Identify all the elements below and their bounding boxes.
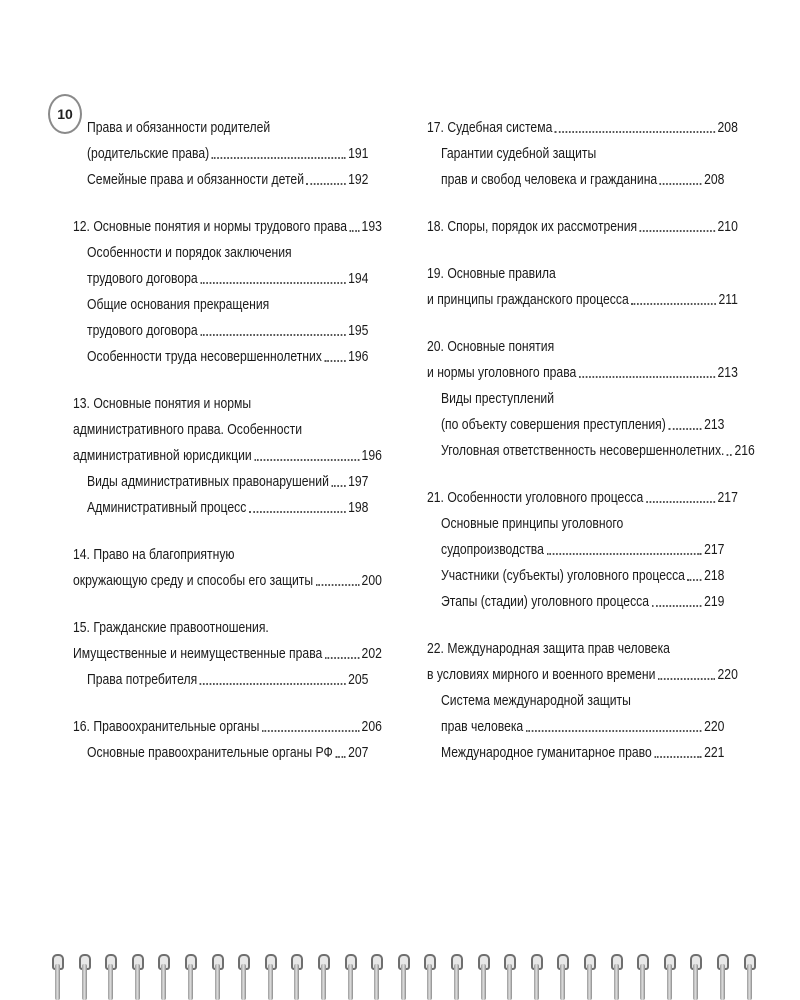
toc-subentry[interactable]: [87, 167, 368, 193]
toc-section: [427, 334, 755, 464]
binding-ring-icon: [637, 954, 647, 1000]
binding-ring-icon: [158, 954, 168, 1000]
spiral-binding: [0, 948, 800, 1000]
toc-entry-title: Права потребителя: [87, 672, 198, 688]
toc-page-number: 208: [717, 120, 738, 136]
toc-entry-title: 17. Судебная система: [427, 120, 553, 136]
toc-section: [427, 485, 738, 615]
toc-entry-title: 20. Основные понятия: [427, 339, 555, 355]
dot-leader: [579, 376, 715, 378]
toc-entry-title: Виды административных правонарушений: [87, 474, 329, 490]
toc-entry-title: 21. Особенности уголовного процесса: [427, 490, 644, 506]
toc-entry-title: (по объекту совершения преступления): [441, 417, 666, 433]
toc-entry-title: Имущественные и неимущественные права: [73, 646, 323, 662]
toc-page-number: 198: [348, 500, 369, 516]
toc-subentry[interactable]: [87, 740, 368, 766]
toc-entry[interactable]: [73, 568, 382, 594]
binding-ring-icon: [185, 954, 195, 1000]
binding-ring-icon: [584, 954, 594, 1000]
toc-entry-title: Основные правоохранительные органы РФ: [87, 745, 333, 761]
binding-ring-icon: [611, 954, 621, 1000]
dot-leader: [249, 511, 346, 513]
toc-section: [427, 115, 738, 193]
dot-leader: [324, 360, 345, 362]
toc-subentries: [427, 386, 755, 464]
dot-leader: [200, 282, 345, 284]
dot-leader: [262, 730, 359, 732]
toc-entry[interactable]: [427, 261, 738, 287]
toc-entry-title: Семейные права и обязанности детей: [87, 172, 305, 188]
toc-entry-title: Особенности и порядок заключения: [87, 245, 292, 261]
toc-subentry[interactable]: [441, 563, 724, 589]
toc-right-column: [427, 115, 755, 787]
toc-entry[interactable]: [427, 662, 738, 688]
toc-entry-title: окружающую среду и способы его защиты: [73, 573, 314, 589]
dot-leader: [652, 605, 702, 607]
toc-subentry[interactable]: [441, 740, 724, 766]
binding-ring-icon: [52, 954, 62, 1000]
toc-entry[interactable]: [427, 360, 738, 386]
binding-ring-icon: [79, 954, 89, 1000]
toc-subentries: [73, 740, 382, 766]
dot-leader: [646, 501, 715, 503]
toc-page-number: 205: [348, 672, 369, 688]
toc-page-number: 221: [704, 745, 725, 761]
binding-ring-icon: [664, 954, 674, 1000]
toc-entry-title: 14. Право на благоприятную: [73, 547, 235, 563]
toc-entry-title: 18. Споры, порядок их рассмотрения: [427, 219, 638, 235]
toc-page-number: 202: [361, 646, 382, 662]
toc-entry[interactable]: [427, 287, 738, 313]
toc-entry-title: Уголовная ответственность несовершеннолетних.: [441, 443, 725, 459]
toc-entry-title: Права и обязанности родителей: [87, 120, 271, 136]
toc-section: [73, 542, 382, 594]
toc-entry-title: и принципы гражданского процесса: [427, 292, 629, 308]
binding-ring-icon: [291, 954, 301, 1000]
toc-entry-title: 12. Основные понятия и нормы трудового права: [73, 219, 347, 235]
toc-page-number: 210: [717, 219, 738, 235]
toc-entry-title: и нормы уголовного права: [427, 365, 577, 381]
toc-entry-title: 13. Основные понятия и нормы: [73, 396, 252, 412]
toc-subentry[interactable]: [87, 292, 368, 318]
toc-subentry[interactable]: [87, 115, 368, 141]
toc-entry-title: Этапы (стадии) уголовного процесса: [441, 594, 650, 610]
binding-ring-icon: [717, 954, 727, 1000]
toc-entry[interactable]: [73, 391, 382, 417]
toc-subentry[interactable]: [87, 344, 368, 370]
toc-subentry[interactable]: [441, 167, 724, 193]
binding-ring-icon: [371, 954, 381, 1000]
toc-entry-title: трудового договора: [87, 271, 198, 287]
toc-page-number: 208: [704, 172, 725, 188]
toc-page-number: 220: [704, 719, 725, 735]
toc-page-number: 206: [361, 719, 382, 735]
toc-entry-title: в условиях мирного и военного времени: [427, 667, 656, 683]
toc-entry[interactable]: [427, 636, 738, 662]
toc-entry-title: Гарантии судебной защиты: [441, 146, 597, 162]
toc-entry[interactable]: [427, 115, 738, 141]
toc-entry[interactable]: [427, 334, 738, 360]
toc-section: [73, 714, 382, 766]
toc-entry-title: Участники (субъекты) уголовного процесса: [441, 568, 685, 584]
binding-ring-icon: [557, 954, 567, 1000]
toc-subentry[interactable]: [87, 240, 368, 266]
toc-subentry[interactable]: [441, 589, 724, 615]
toc-subentry[interactable]: [441, 714, 724, 740]
toc-section: [73, 391, 382, 521]
dot-leader: [658, 678, 715, 680]
dot-leader: [555, 131, 715, 133]
toc-page-number: 195: [348, 323, 369, 339]
toc-subentry[interactable]: [441, 412, 724, 438]
toc-page-number: 207: [348, 745, 369, 761]
toc-entry[interactable]: [73, 417, 382, 443]
toc-page-number: 218: [704, 568, 725, 584]
binding-ring-icon: [690, 954, 700, 1000]
toc-page-number: 220: [717, 667, 738, 683]
dot-leader: [316, 584, 359, 586]
toc-subentries: [73, 667, 382, 693]
toc-subentry[interactable]: [441, 511, 724, 537]
toc-entry[interactable]: [427, 214, 738, 240]
binding-ring-icon: [478, 954, 488, 1000]
dot-leader: [654, 756, 701, 758]
toc-entry-title: прав человека: [441, 719, 524, 735]
toc-entry-title: административного права. Особенности: [73, 422, 303, 438]
toc-subentries: [73, 240, 382, 370]
toc-subentry[interactable]: [87, 318, 368, 344]
binding-ring-icon: [345, 954, 355, 1000]
dot-leader: [335, 756, 345, 758]
toc-subentries: [427, 511, 738, 615]
toc-page-number: 213: [704, 417, 725, 433]
toc-subentries: [73, 115, 382, 193]
toc-page-number: 213: [717, 365, 738, 381]
toc-entry-title: трудового договора: [87, 323, 198, 339]
toc-section: [427, 261, 738, 313]
toc-entry-title: 22. Международная защита прав человека: [427, 641, 670, 657]
toc-subentry[interactable]: [87, 469, 368, 495]
toc-page-number: 211: [718, 292, 738, 308]
dot-leader: [325, 657, 359, 659]
binding-ring-icon: [531, 954, 541, 1000]
toc-entry-title: 15. Гражданские правоотношения.: [73, 620, 269, 636]
toc-entry-title: административной юрисдикции: [73, 448, 252, 464]
binding-ring-icon: [212, 954, 222, 1000]
binding-ring-icon: [265, 954, 275, 1000]
toc-page-number: 191: [348, 146, 369, 162]
toc-entry-title: прав и свобод человека и гражданина: [441, 172, 658, 188]
dot-leader: [331, 485, 345, 487]
toc-entry[interactable]: [73, 615, 382, 641]
binding-ring-icon: [318, 954, 328, 1000]
toc-section: [427, 214, 738, 240]
toc-entry-title: 16. Правоохранительные органы: [73, 719, 260, 735]
binding-ring-icon: [451, 954, 461, 1000]
toc-entry-title: Виды преступлений: [441, 391, 555, 407]
toc-page-number: 196: [348, 349, 369, 365]
toc-entry[interactable]: [73, 443, 382, 469]
toc-section: [73, 214, 382, 370]
dot-leader: [546, 553, 701, 555]
toc-left-column: [73, 115, 382, 787]
dot-leader: [212, 157, 346, 159]
dot-leader: [660, 183, 702, 185]
dot-leader: [350, 230, 360, 232]
dot-leader: [307, 183, 346, 185]
dot-leader: [687, 579, 701, 581]
toc-subentry[interactable]: [87, 495, 368, 521]
toc-entry[interactable]: [73, 641, 382, 667]
dot-leader: [526, 730, 702, 732]
binding-ring-icon: [132, 954, 142, 1000]
toc-entry-title: Административный процесс: [87, 500, 247, 516]
binding-ring-icon: [105, 954, 115, 1000]
toc-subentries: [73, 469, 382, 521]
dot-leader: [727, 454, 732, 456]
toc-entry-title: Система международной защиты: [441, 693, 631, 709]
dot-leader: [631, 303, 716, 305]
toc-entry-title: (родительские права): [87, 146, 210, 162]
dot-leader: [640, 230, 715, 232]
toc-entry[interactable]: [427, 485, 738, 511]
dot-leader: [200, 683, 346, 685]
toc-entry[interactable]: [73, 542, 382, 568]
toc-subentries: [427, 141, 738, 193]
dot-leader: [668, 428, 701, 430]
toc-entry-title: Особенности труда несовершеннолетних: [87, 349, 322, 365]
toc-entry[interactable]: [73, 714, 382, 740]
toc-entry[interactable]: [73, 214, 382, 240]
binding-ring-icon: [398, 954, 408, 1000]
toc-subentry[interactable]: [441, 537, 724, 563]
toc-subentry[interactable]: [441, 386, 724, 412]
toc-page-number: 200: [361, 573, 382, 589]
toc-subentry[interactable]: [87, 667, 368, 693]
toc-subentry[interactable]: [441, 688, 724, 714]
toc-page-number: 194: [348, 271, 369, 287]
toc-section: [73, 615, 382, 693]
toc-entry-title: 19. Основные правила: [427, 266, 556, 282]
toc-page-number: 217: [704, 542, 725, 558]
toc-subentry[interactable]: [87, 141, 368, 167]
toc-subentry[interactable]: [441, 141, 724, 167]
binding-ring-icon: [504, 954, 514, 1000]
binding-ring-icon: [238, 954, 248, 1000]
toc-section: [73, 115, 382, 193]
toc-page-number: 217: [717, 490, 738, 506]
toc-page-number: 197: [348, 474, 369, 490]
page-number: 10: [57, 106, 73, 122]
toc-entry-title: Основные принципы уголовного: [441, 516, 624, 532]
toc-entry-title: судопроизводства: [441, 542, 544, 558]
toc-page-number: 192: [348, 172, 369, 188]
toc-page-number: 219: [704, 594, 725, 610]
toc-page-number: 193: [361, 219, 382, 235]
toc-page-number: 196: [361, 448, 382, 464]
dot-leader: [200, 334, 345, 336]
toc-subentry[interactable]: [87, 266, 368, 292]
toc-page-number: 216: [734, 443, 755, 459]
toc-subentries: [427, 688, 738, 766]
binding-ring-icon: [744, 954, 754, 1000]
dot-leader: [254, 459, 359, 461]
toc-subentry[interactable]: [441, 438, 755, 464]
toc-entry-title: Общие основания прекращения: [87, 297, 270, 313]
binding-ring-icon: [424, 954, 434, 1000]
toc-section: [427, 636, 738, 766]
toc-entry-title: Международное гуманитарное право: [441, 745, 652, 761]
